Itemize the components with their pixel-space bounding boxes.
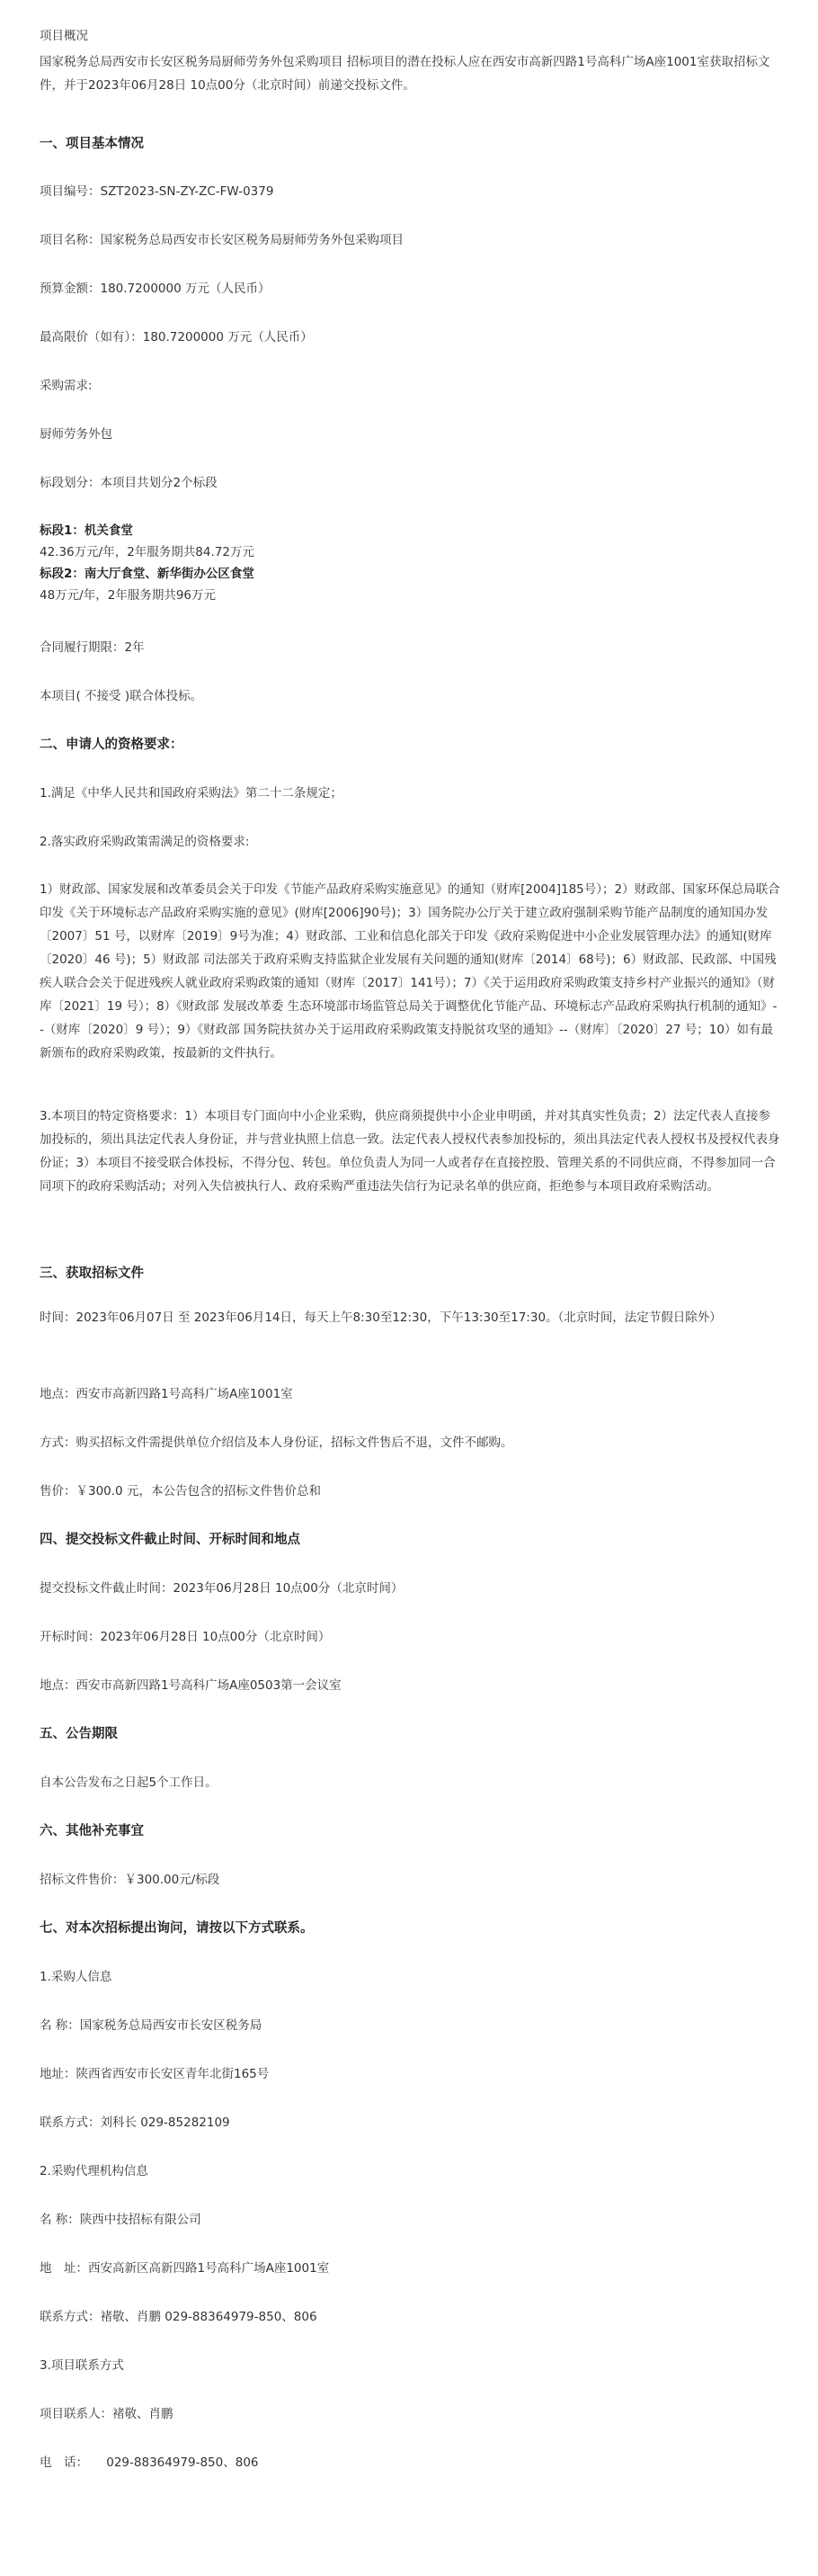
requirement-1: 1.满足《中华人民共和国政府采购法》第二十二条规定； — [40, 786, 342, 801]
lot-2-title: 标段2：南大厅食堂、新华街办公区食堂 — [40, 567, 254, 581]
project-contact-title: 3.项目联系方式 — [40, 2358, 124, 2373]
obtain-method: 方式：购买招标文件需提供单位介绍信及本人身份证，招标文件售后不退，文件不邮购。 — [40, 1436, 513, 1450]
budget-amount: 预算金额：180.7200000 万元（人民币） — [40, 282, 271, 296]
consortium-note: 本项目( 不接受 )联合体投标。 — [40, 689, 203, 703]
opening-time: 开标时间：2023年06月28日 10点00分（北京时间） — [40, 1630, 331, 1644]
section-3-heading: 三、获取招标文件 — [40, 1266, 144, 1281]
agent-name: 名 称：陕西中技招标有限公司 — [40, 2213, 201, 2227]
buyer-contact: 联系方式：刘科长 029-85282109 — [40, 2115, 230, 2130]
project-number: 项目编号：SZT2023-SN-ZY-ZC-FW-0379 — [40, 184, 274, 199]
section-1-heading: 一、项目基本情况 — [40, 137, 144, 151]
agent-contact: 联系方式：褚敬、肖鹏 029-88364979-850、806 — [40, 2310, 317, 2324]
section-4-heading: 四、提交投标文件截止时间、开标时间和地点 — [40, 1533, 300, 1547]
project-contact-person: 项目联系人：褚敬、肖鹏 — [40, 2407, 173, 2421]
agent-info-title: 2.采购代理机构信息 — [40, 2164, 148, 2178]
demand-label: 采购需求: — [40, 379, 93, 393]
obtain-time: 时间：2023年06月07日 至 2023年06月14日，每天上午8:30至12:30，下午13:30至17:30。（北京时间，法定节假日除外） — [40, 1310, 722, 1325]
lot-1-text: 42.36万元/年，2年服务期共84.72万元 — [40, 545, 254, 559]
buyer-address: 地址：陕西省西安市长安区青年北街165号 — [40, 2067, 270, 2081]
policy-list: 1）财政部、国家发展和改革委员会关于印发《节能产品政府采购实施意见》的通知（财库[2004]185号）；2）财政部、国家环保总局联合印发《关于环境标志产品政府采购实施的意见》(财库[2006]90号)；3）国务院办公厅关于建立政府强制采购节能产品制度的通知国办发〔2007〕51 号，以财库〔2019〕9号为准；4）财政部、工业和信息化部关于印发《政府采购促进中小企业发展管理办法》的通知(财库〔2020〕46 号)；5）财政部 司法部关于政府采购支持监狱企业发展有关问题的通知(财库〔2014〕68号)；6）财政部、民政部、中国残疾人联合会关于促进残疾人就业政府采购政策的通知（财库〔2017〕141号）；7）《关于运用政府采购政策支持乡村产业振兴的通知》（财库〔2021〕19 号）；8）《财政部 发展改革委 生态环境部市场监管总局关于调整优化节能产品、环境标志产品政府采购执行机制的通知》--（财库〔2020〕9 号）；9）《财政部 国务院扶贫办关于运用政府采购政策支持脱贫攻坚的通知》--（财库〕〔2020〕27 号；10）如有最新颁布的政府采购政策，按最新的文件执行。 — [40, 882, 780, 1060]
contract-term: 合同履行期限：2年 — [40, 640, 145, 655]
overview-title: 项目概况 — [40, 29, 88, 43]
obtain-place: 地点：西安市高新四路1号高科广场A座1001室 — [40, 1387, 293, 1401]
document-price: 售价：￥300.0 元，本公告包含的招标文件售价总和 — [40, 1484, 321, 1498]
section-5-heading: 五、公告期限 — [40, 1727, 118, 1741]
opening-place: 地点：西安市高新四路1号高科广场A座0503第一会议室 — [40, 1678, 342, 1693]
agent-address: 地 址：西安高新区高新四路1号高科广场A座1001室 — [40, 2261, 330, 2276]
max-price: 最高限价（如有）：180.7200000 万元（人民币） — [40, 330, 313, 344]
notice-period: 自本公告发布之日起5个工作日。 — [40, 1775, 218, 1790]
project-name: 项目名称：国家税务总局西安市长安区税务局厨师劳务外包采购项目 — [40, 233, 404, 247]
project-contact-phone: 电 话： 029-88364979-850、806 — [40, 2455, 259, 2470]
buyer-info-title: 1.采购人信息 — [40, 1970, 112, 1984]
buyer-name: 名 称：国家税务总局西安市长安区税务局 — [40, 2018, 262, 2033]
section-6-heading: 六、其他补充事宜 — [40, 1824, 144, 1838]
lot-division: 标段划分：本项目共划分2个标段 — [40, 476, 218, 490]
lot-2-text: 48万元/年，2年服务期共96万元 — [40, 588, 216, 603]
submission-deadline: 提交投标文件截止时间：2023年06月28日 10点00分（北京时间） — [40, 1581, 404, 1596]
section-2-heading: 二、申请人的资格要求： — [40, 738, 183, 752]
extra-price: 招标文件售价：￥300.00元/标段 — [40, 1873, 220, 1887]
overview-text: 国家税务总局西安市长安区税务局厨师劳务外包采购项目 招标项目的潜在投标人应在西安市高新四路1号高科广场A座1001室获取招标文件，并于2023年06月28日 10点00分（北京时间）前递交投标文件。 — [40, 55, 770, 93]
requirement-3: 3.本项目的特定资格要求：1）本项目专门面向中小企业采购，供应商须提供中小企业申明函，并对其真实性负责；2）法定代表人直接参加投标的，须出具法定代表人身份证，并与营业执照上信息一致。法定代表人授权代表参加投标的，须出具法定代表人授权书及授权代表身份证；3）本项目不接受联合体投标，不得分包、转包。单位负责人为同一人或者存在直接控股、管理关系的不同供应商，不得参加同一合同项下的政府采购活动；对列入失信被执行人、政府采购严重违法失信行为记录名单的供应商，拒绝参与本项目政府采购活动。 — [40, 1109, 780, 1194]
requirement-2: 2.落实政府采购政策需满足的资格要求: — [40, 835, 250, 849]
section-7-heading: 七、对本次招标提出询问，请按以下方式联系。 — [40, 1921, 314, 1936]
lot-1-title: 标段1：机关食堂 — [40, 523, 133, 538]
demand-text: 厨师劳务外包 — [40, 427, 112, 442]
